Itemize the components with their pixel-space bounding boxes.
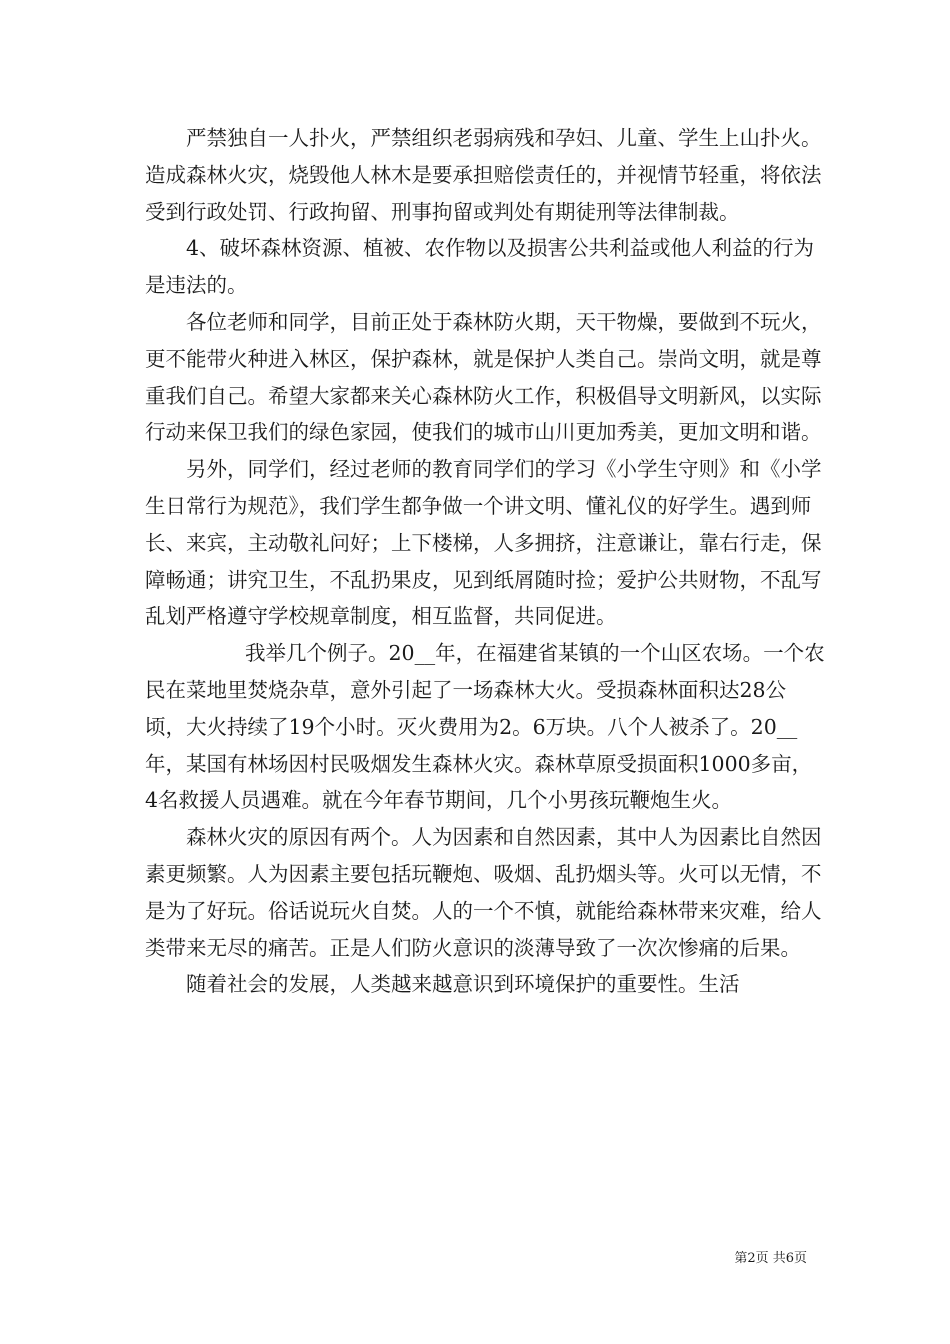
document-body (145, 120, 825, 1003)
paragraph-item-4: 4、破坏森林资源、植被、农作物以及损害公共利益或他人利益的行为是违法的。 (145, 236, 815, 298)
paragraph-fire-causes: 森林火灾的原因有两个。人为因素和自然因素，其中人为因素比自然因素更频繁。人为因素主要包括玩鞭炮、吸烟、乱扔烟头等。火可以无情，不是为了好玩。俗话说玩火自焚。人的一个不慎，就能给森林带来灾难，给人类带来无尽的痛苦。正是人们防火意识的淡薄导致了一次次惨痛的后果。 (145, 825, 822, 960)
page-number-footer: 第2页 共6页 (734, 1251, 807, 1266)
paragraph-student-conduct: 另外，同学们，经过老师的教育同学们的学习《小学生守则》和《小学生日常行为规范》，我们学生都争做一个讲文明、懂礼仪的好学生。遇到师长、来宾，主动敬礼问好；上下楼梯，人多拥挤，注意谦让，靠右行走，保障畅通；讲究卫生，不乱扔果皮，见到纸屑随时捡；爱护公共财物，不乱写乱划严格遵守学校规章制度，相互监督，共同促进。 (145, 457, 822, 629)
paragraph-fire-prevention-appeal: 各位老师和同学，目前正处于森林防火期，天干物燥，要做到不玩火，更不能带火种进入林区，保护森林，就是保护人类自己。崇尚文明，就是尊重我们自己。希望大家都来关心森林防火工作，积极倡导文明新风，以实际行动来保卫我们的绿色家园，使我们的城市山川更加秀美，更加文明和谐。 (145, 309, 822, 445)
paragraph-fire-fighting-rules: 严禁独自一人扑火，严禁组织老弱病残和孕妇、儿童、学生上山扑火。造成森林火灾，烧毁他人林木是要承担赔偿责任的，并视情节轻重，将依法受到行政处罚、行政拘留、刑事拘留或判处有期徒刑等法律制裁。 (145, 126, 822, 224)
paragraph-fire-examples: 我举几个例子。20__年，在福建省某镇的一个山区农场。一个农民在菜地里焚烧杂草，意外引起了一场森林大火。受损森林面积达28公顷，大火持续了19个小时。灭火费用为2。6万块。八个人被杀了。20__年，某国有林场因村民吸烟发生森林火灾。森林草原受损面积1000多亩，4名救援人员遇难。就在今年春节期间，几个小男孩玩鞭炮生火。 (145, 641, 825, 813)
paragraph-environment: 随着社会的发展，人类越来越意识到环境保护的重要性。生活 (186, 972, 740, 997)
